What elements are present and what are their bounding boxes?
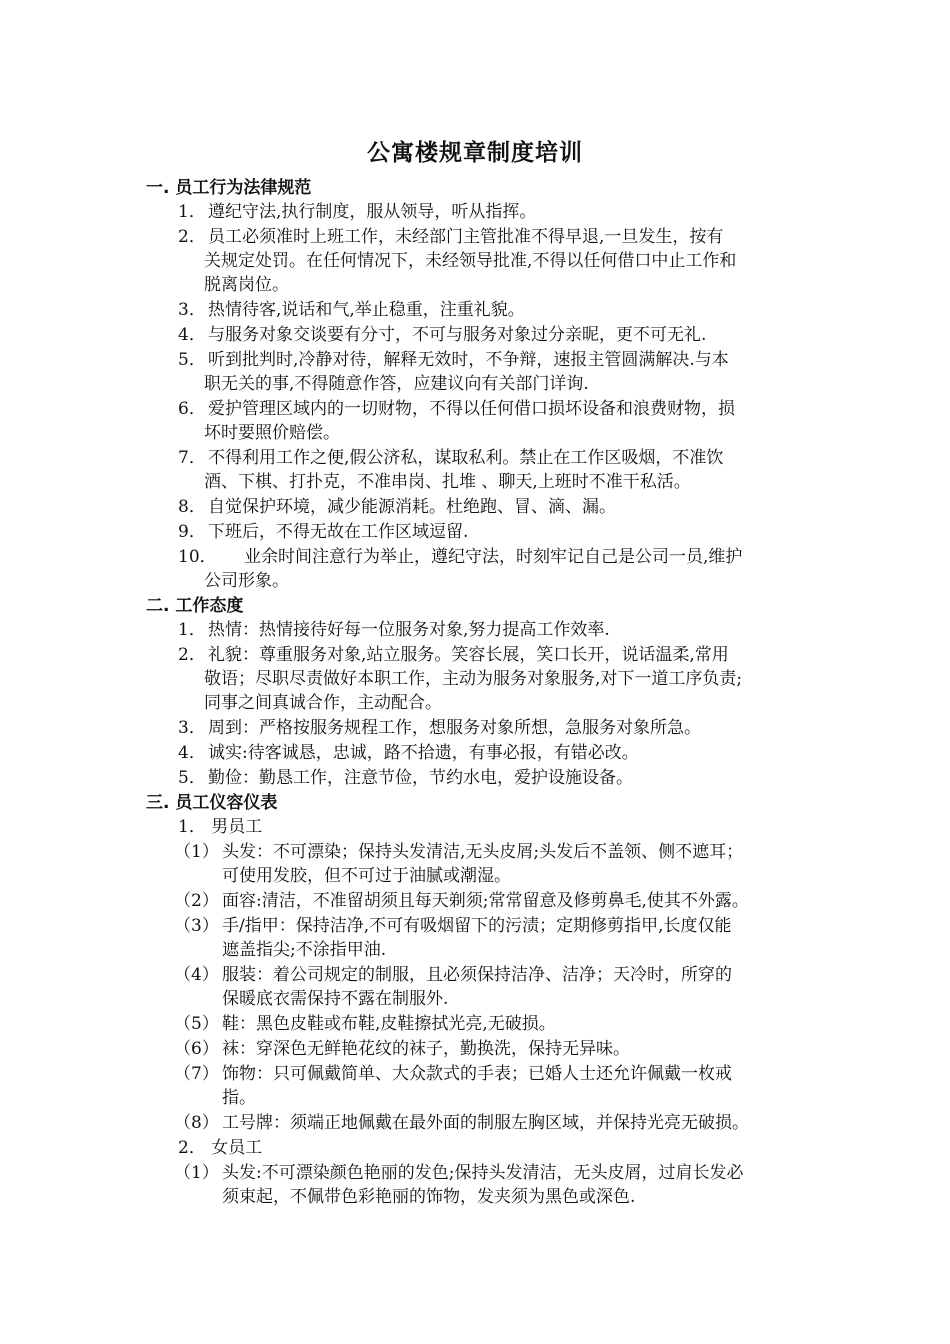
list-item [146, 298, 816, 322]
item-text [146, 200, 816, 224]
item-text-line: 鞋：黑色皮鞋或布鞋,皮鞋擦拭光亮,无破损。 [222, 1014, 556, 1034]
female-staff-list [146, 1161, 816, 1209]
item-number: 5． [178, 350, 206, 370]
list-item [146, 618, 816, 642]
item-number: （1） [174, 1163, 219, 1183]
item-number: 4． [178, 743, 206, 763]
item-number: 6． [178, 399, 206, 419]
item-text [146, 741, 816, 765]
list-item [146, 963, 816, 1011]
item-text-line: 可使用发胶，但不可过于油腻或潮湿。 [222, 866, 511, 886]
item-text [146, 618, 816, 642]
section-heading-1: 一. 员工行为法律规范 [146, 178, 312, 198]
item-text-line: 热情：热情接待好每一位服务对象,努力提高工作效率. [208, 620, 610, 640]
item-text-line: 员工必须准时上班工作，未经部门主管批准不得早退,一旦发生，按有 [208, 227, 724, 247]
item-text-line: 袜：穿深色无鲜艳花纹的袜子，勤换洗，保持无异味。 [222, 1039, 630, 1059]
item-number: 7． [178, 448, 206, 468]
item-text [146, 716, 816, 740]
item-text [146, 1037, 816, 1061]
list-item [146, 348, 816, 396]
item-text [146, 446, 816, 494]
item-text-line: 服装：着公司规定的制服，且必须保持洁净、洁净；天冷时，所穿的 [222, 965, 732, 985]
item-number: 3． [178, 300, 206, 320]
item-number: 5． [178, 768, 206, 788]
item-text [146, 1062, 816, 1110]
item-number: （6） [174, 1039, 219, 1059]
male-staff-list [146, 840, 816, 1135]
item-text-line: 遮盖指尖;不涂指甲油. [222, 940, 387, 960]
item-text-line: 听到批判时,冷静对待，解释无效时，不争辩，速报主管圆满解决.与本 [208, 350, 729, 370]
item-number: （3） [174, 916, 219, 936]
item-number: （7） [174, 1064, 219, 1084]
item-number: （5） [174, 1014, 219, 1034]
list-item [146, 1037, 816, 1061]
item-text-line: 与服务对象交谈要有分寸，不可与服务对象过分亲昵，更不可无礼. [208, 325, 707, 345]
item-text [146, 840, 816, 888]
item-text-line: 遵纪守法,执行制度，服从领导，听从指挥。 [208, 202, 537, 222]
list-item [146, 520, 816, 544]
document-title: 公寓楼规章制度培训 [367, 140, 583, 166]
item-text-line: 饰物：只可佩戴简单、大众款式的手表；已婚人士还允许佩戴一枚戒 [222, 1064, 732, 1084]
item-text-line: 面容:清洁，不准留胡须且每天剃须;常常留意及修剪鼻毛,使其不外露。 [222, 891, 749, 911]
list-item [146, 716, 816, 740]
item-text [146, 397, 816, 445]
item-number: （4） [174, 965, 219, 985]
document-body [146, 176, 816, 1210]
list-item [146, 323, 816, 347]
list-item [146, 200, 816, 224]
item-text-line: 不得利用工作之便,假公济私，谋取私利。禁止在工作区吸烟，不准饮 [208, 448, 724, 468]
list-item [146, 741, 816, 765]
item-text-line: 礼貌：尊重服务对象,站立服务。笑容长展，笑口长开，说话温柔,常用 [208, 645, 729, 665]
item-number: 9． [178, 522, 206, 542]
item-text-line: 周到：严格按服务规程工作，想服务对象所想，急服务对象所急。 [208, 718, 701, 738]
list-item [146, 766, 816, 790]
item-text [146, 298, 816, 322]
list-item [146, 225, 816, 297]
item-text [146, 495, 816, 519]
item-text-line: 勤俭：勤恳工作，注意节俭，节约水电，爱护设施设备。 [208, 768, 633, 788]
item-number: 1． [178, 620, 206, 640]
list-item [146, 1012, 816, 1036]
item-text-line: 下班后，不得无故在工作区域逗留. [208, 522, 469, 542]
item-text [146, 766, 816, 790]
item-text [146, 889, 816, 913]
section-1-list [146, 200, 816, 593]
item-text [146, 323, 816, 347]
item-text-line: 头发:不可漂染颜色艳丽的发色;保持头发清洁，无头皮屑，过肩长发必 [222, 1163, 744, 1183]
item-text-line: 敬语；尽职尽责做好本职工作，主动为服务对象服务,对下一道工序负责; [204, 669, 743, 689]
list-item [146, 643, 816, 715]
item-text-line: 坏时要照价赔偿。 [204, 423, 340, 443]
item-text [146, 1161, 816, 1209]
item-text [146, 643, 816, 715]
item-text-line: 爱护管理区域内的一切财物，不得以任何借口损坏设备和浪费财物，损 [208, 399, 735, 419]
item-text-line: 诚实:待客诚恳，忠诚，路不拾遗，有事必报，有错必改。 [208, 743, 639, 763]
item-text-line: 公司形象。 [204, 571, 289, 591]
section-heading-3: 三. 员工仪容仪表 [146, 793, 278, 813]
list-item [146, 545, 816, 593]
item-text-line: 指。 [222, 1088, 256, 1108]
item-text [146, 1111, 816, 1135]
item-number: 1． [178, 202, 206, 222]
item-number: （1） [174, 842, 219, 862]
item-text-line: 手/指甲：保持洁净,不可有吸烟留下的污渍；定期修剪指甲,长度仅能 [222, 916, 732, 936]
item-text [146, 1012, 816, 1036]
section-heading-2: 二. 工作态度 [146, 596, 244, 616]
item-number: 3． [178, 718, 206, 738]
list-item [146, 397, 816, 445]
item-number: （2） [174, 891, 219, 911]
list-item [146, 1062, 816, 1110]
item-number: （8） [174, 1113, 219, 1133]
section-2-list [146, 618, 816, 790]
list-item [146, 495, 816, 519]
male-staff-subheading: 1． 男员工 [178, 817, 263, 837]
item-text-line: 关规定处罚。在任何情况下，未经领导批准,不得以任何借口中止工作和 [204, 251, 737, 271]
item-text-line: 须束起，不佩带色彩艳丽的饰物，发夹须为黑色或深色. [222, 1187, 636, 1207]
item-number: 2． [178, 645, 206, 665]
item-text-line: 职无关的事,不得随意作答，应建议向有关部门详询. [204, 374, 589, 394]
item-text-line: 酒、下棋、打扑克，不准串岗、扎堆 、聊天,上班时不准干私活。 [204, 472, 691, 492]
list-item [146, 840, 816, 888]
list-item [146, 1161, 816, 1209]
list-item [146, 446, 816, 494]
list-item [146, 914, 816, 962]
item-text-line: 头发：不可漂染；保持头发清洁,无头皮屑;头发后不盖领、侧不遮耳； [222, 842, 744, 862]
item-text [146, 545, 816, 593]
list-item [146, 1111, 816, 1135]
item-text [146, 225, 816, 297]
item-text-line: 同事之间真诚合作，主动配合。 [204, 693, 442, 713]
item-text-line: 热情待客,说话和气,举止稳重，注重礼貌。 [208, 300, 525, 320]
female-staff-subheading: 2． 女员工 [178, 1138, 263, 1158]
item-text-line: 脱离岗位。 [204, 275, 289, 295]
item-text [146, 348, 816, 396]
item-text [146, 520, 816, 544]
list-item [146, 889, 816, 913]
item-number: 10． [178, 547, 217, 567]
item-number: 2． [178, 227, 206, 247]
item-text-line: 保暖底衣需保持不露在制服外. [222, 989, 449, 1009]
item-number: 4． [178, 325, 206, 345]
item-number: 8． [178, 497, 206, 517]
item-text-line: 工号牌：须端正地佩戴在最外面的制服左胸区域，并保持光亮无破损。 [222, 1113, 749, 1133]
item-text [146, 914, 816, 962]
item-text [146, 963, 816, 1011]
item-text-line: 业余时间注意行为举止，遵纪守法，时刻牢记自己是公司一员,维护 [244, 547, 743, 567]
item-text-line: 自觉保护环境，减少能源消耗。杜绝跑、冒、滴、漏。 [208, 497, 616, 517]
